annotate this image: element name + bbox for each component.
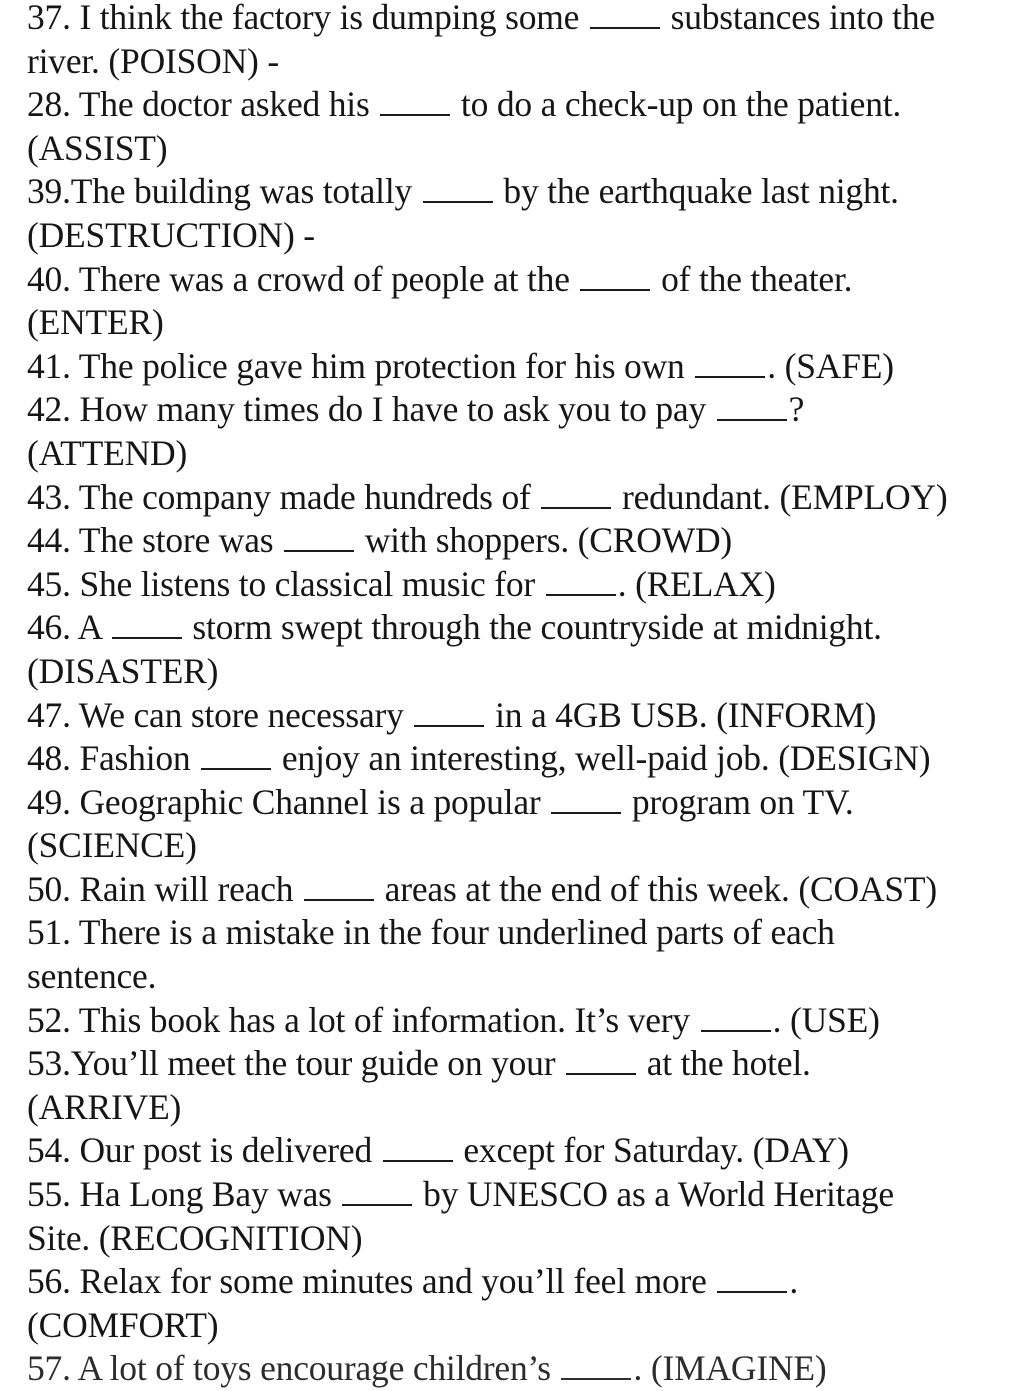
answer-blank xyxy=(342,1176,412,1206)
answer-blank xyxy=(566,1045,636,1075)
line-text-end: substances into the xyxy=(661,0,935,37)
text-line xyxy=(27,301,1007,345)
line-text-start: 39.The building was totally xyxy=(27,171,421,212)
answer-blank xyxy=(201,740,271,770)
text-line xyxy=(27,911,1007,955)
answer-blank xyxy=(546,566,616,596)
line-text-start: 43. The company made hundreds of xyxy=(27,476,540,517)
answer-blank xyxy=(561,1350,631,1380)
text-line xyxy=(27,868,1007,912)
line-text-end: . (USE) xyxy=(772,999,880,1040)
text-line xyxy=(27,1173,1007,1217)
text-line xyxy=(27,606,1007,650)
answer-blank xyxy=(551,784,621,814)
line-text-start: (ENTER) xyxy=(27,302,164,343)
line-text-start: 51. There is a mistake in the four underlined parts of each xyxy=(27,912,835,953)
text-line xyxy=(27,1129,1007,1173)
answer-blank xyxy=(541,479,611,509)
line-text-end: . xyxy=(789,1261,799,1302)
line-text-start: 40. There was a crowd of people at the xyxy=(27,258,579,299)
answer-blank xyxy=(590,0,660,29)
exercise-text xyxy=(27,0,1007,1391)
line-text-start: 48. Fashion xyxy=(27,738,200,779)
text-line xyxy=(27,476,1007,520)
text-line xyxy=(27,1042,1007,1086)
line-text-end: by the earthquake last night. xyxy=(494,171,899,212)
line-text-end: storm swept through the countryside at midnight. xyxy=(183,607,882,648)
line-text-start: 45. She listens to classical music for xyxy=(27,563,544,604)
line-text-start: (ARRIVE) xyxy=(27,1086,182,1127)
line-text-start: 44. The store was xyxy=(27,520,283,561)
answer-blank xyxy=(423,173,493,203)
line-text-end: program on TV. xyxy=(623,781,854,822)
line-text-start: 54. Our post is delivered xyxy=(27,1130,381,1171)
text-line xyxy=(27,83,1007,127)
line-text-start: (COMFORT) xyxy=(27,1304,219,1345)
line-text-start: (DISASTER) xyxy=(27,650,219,691)
line-text-end: with shoppers. (CROWD) xyxy=(356,520,733,561)
line-text-start: sentence. xyxy=(27,956,157,997)
text-line xyxy=(27,1217,1007,1261)
line-text-end: . (IMAGINE) xyxy=(633,1348,827,1389)
text-line xyxy=(27,345,1007,389)
text-line xyxy=(27,781,1007,825)
text-line xyxy=(27,1347,1007,1391)
line-text-start: 50. Rain will reach xyxy=(27,868,302,909)
line-text-end: to do a check-up on the patient. xyxy=(452,84,902,125)
line-text-end: enjoy an interesting, well-paid job. (DESIGN) xyxy=(273,738,931,779)
line-text-start: 56. Relax for some minutes and you’ll feel more xyxy=(27,1261,716,1302)
line-text-start: 49. Geographic Channel is a popular xyxy=(27,781,550,822)
line-text-end: except for Saturday. (DAY) xyxy=(454,1130,849,1171)
line-text-start: 52. This book has a lot of information. It’s very xyxy=(27,999,699,1040)
line-text-start: 55. Ha Long Bay was xyxy=(27,1174,341,1215)
line-text-start: 37. I think the factory is dumping some xyxy=(27,0,588,37)
text-line xyxy=(27,0,1007,40)
line-text-start: 41. The police gave him protection for his own xyxy=(27,345,694,386)
line-text-start: 42. How many times do I have to ask you to pay xyxy=(27,389,715,430)
text-line xyxy=(27,563,1007,607)
text-line xyxy=(27,214,1007,258)
line-text-start: (DESTRUCTION) - xyxy=(27,214,315,255)
text-line xyxy=(27,955,1007,999)
line-text-end: ? xyxy=(788,389,805,430)
text-line xyxy=(27,127,1007,171)
line-text-start: 46. A xyxy=(27,607,110,648)
answer-blank xyxy=(580,261,650,291)
text-line xyxy=(27,170,1007,214)
answer-blank xyxy=(717,1263,787,1293)
answer-blank xyxy=(284,522,354,552)
line-text-end: areas at the end of this week. (COAST) xyxy=(376,868,938,909)
line-text-start: 53.You’ll meet the tour guide on your xyxy=(27,1043,565,1084)
text-line xyxy=(27,1086,1007,1130)
text-line xyxy=(27,519,1007,563)
text-line xyxy=(27,694,1007,738)
answer-blank xyxy=(380,86,450,116)
text-line xyxy=(27,258,1007,302)
line-text-start: river. (POISON) - xyxy=(27,40,279,81)
answer-blank xyxy=(717,391,787,421)
line-text-start: (ATTEND) xyxy=(27,432,188,473)
line-text-start: 57. A lot of toys encourage children’s xyxy=(27,1348,560,1389)
text-line xyxy=(27,1260,1007,1304)
line-text-end: redundant. (EMPLOY) xyxy=(613,476,948,517)
line-text-end: . (RELAX) xyxy=(617,563,776,604)
line-text-end: by UNESCO as a World Heritage xyxy=(414,1174,894,1215)
answer-blank xyxy=(695,348,765,378)
text-line xyxy=(27,999,1007,1043)
line-text-start: (SCIENCE) xyxy=(27,825,197,866)
text-line xyxy=(27,432,1007,476)
line-text-start: (ASSIST) xyxy=(27,127,168,168)
line-text-end: . (SAFE) xyxy=(767,345,894,386)
text-line xyxy=(27,737,1007,781)
text-line xyxy=(27,40,1007,84)
text-line xyxy=(27,388,1007,432)
line-text-end: in a 4GB USB. (INFORM) xyxy=(486,694,877,735)
line-text-end: of the theater. xyxy=(652,258,853,299)
answer-blank xyxy=(701,1002,771,1032)
answer-blank xyxy=(112,609,182,639)
line-text-end: at the hotel. xyxy=(638,1043,811,1084)
line-text-start: 47. We can store necessary xyxy=(27,694,413,735)
answer-blank xyxy=(383,1132,453,1162)
line-text-start: Site. (RECOGNITION) xyxy=(27,1217,363,1258)
answer-blank xyxy=(304,871,374,901)
text-line xyxy=(27,824,1007,868)
answer-blank xyxy=(414,697,484,727)
text-line xyxy=(27,650,1007,694)
line-text-start: 28. The doctor asked his xyxy=(27,84,379,125)
text-line xyxy=(27,1304,1007,1348)
